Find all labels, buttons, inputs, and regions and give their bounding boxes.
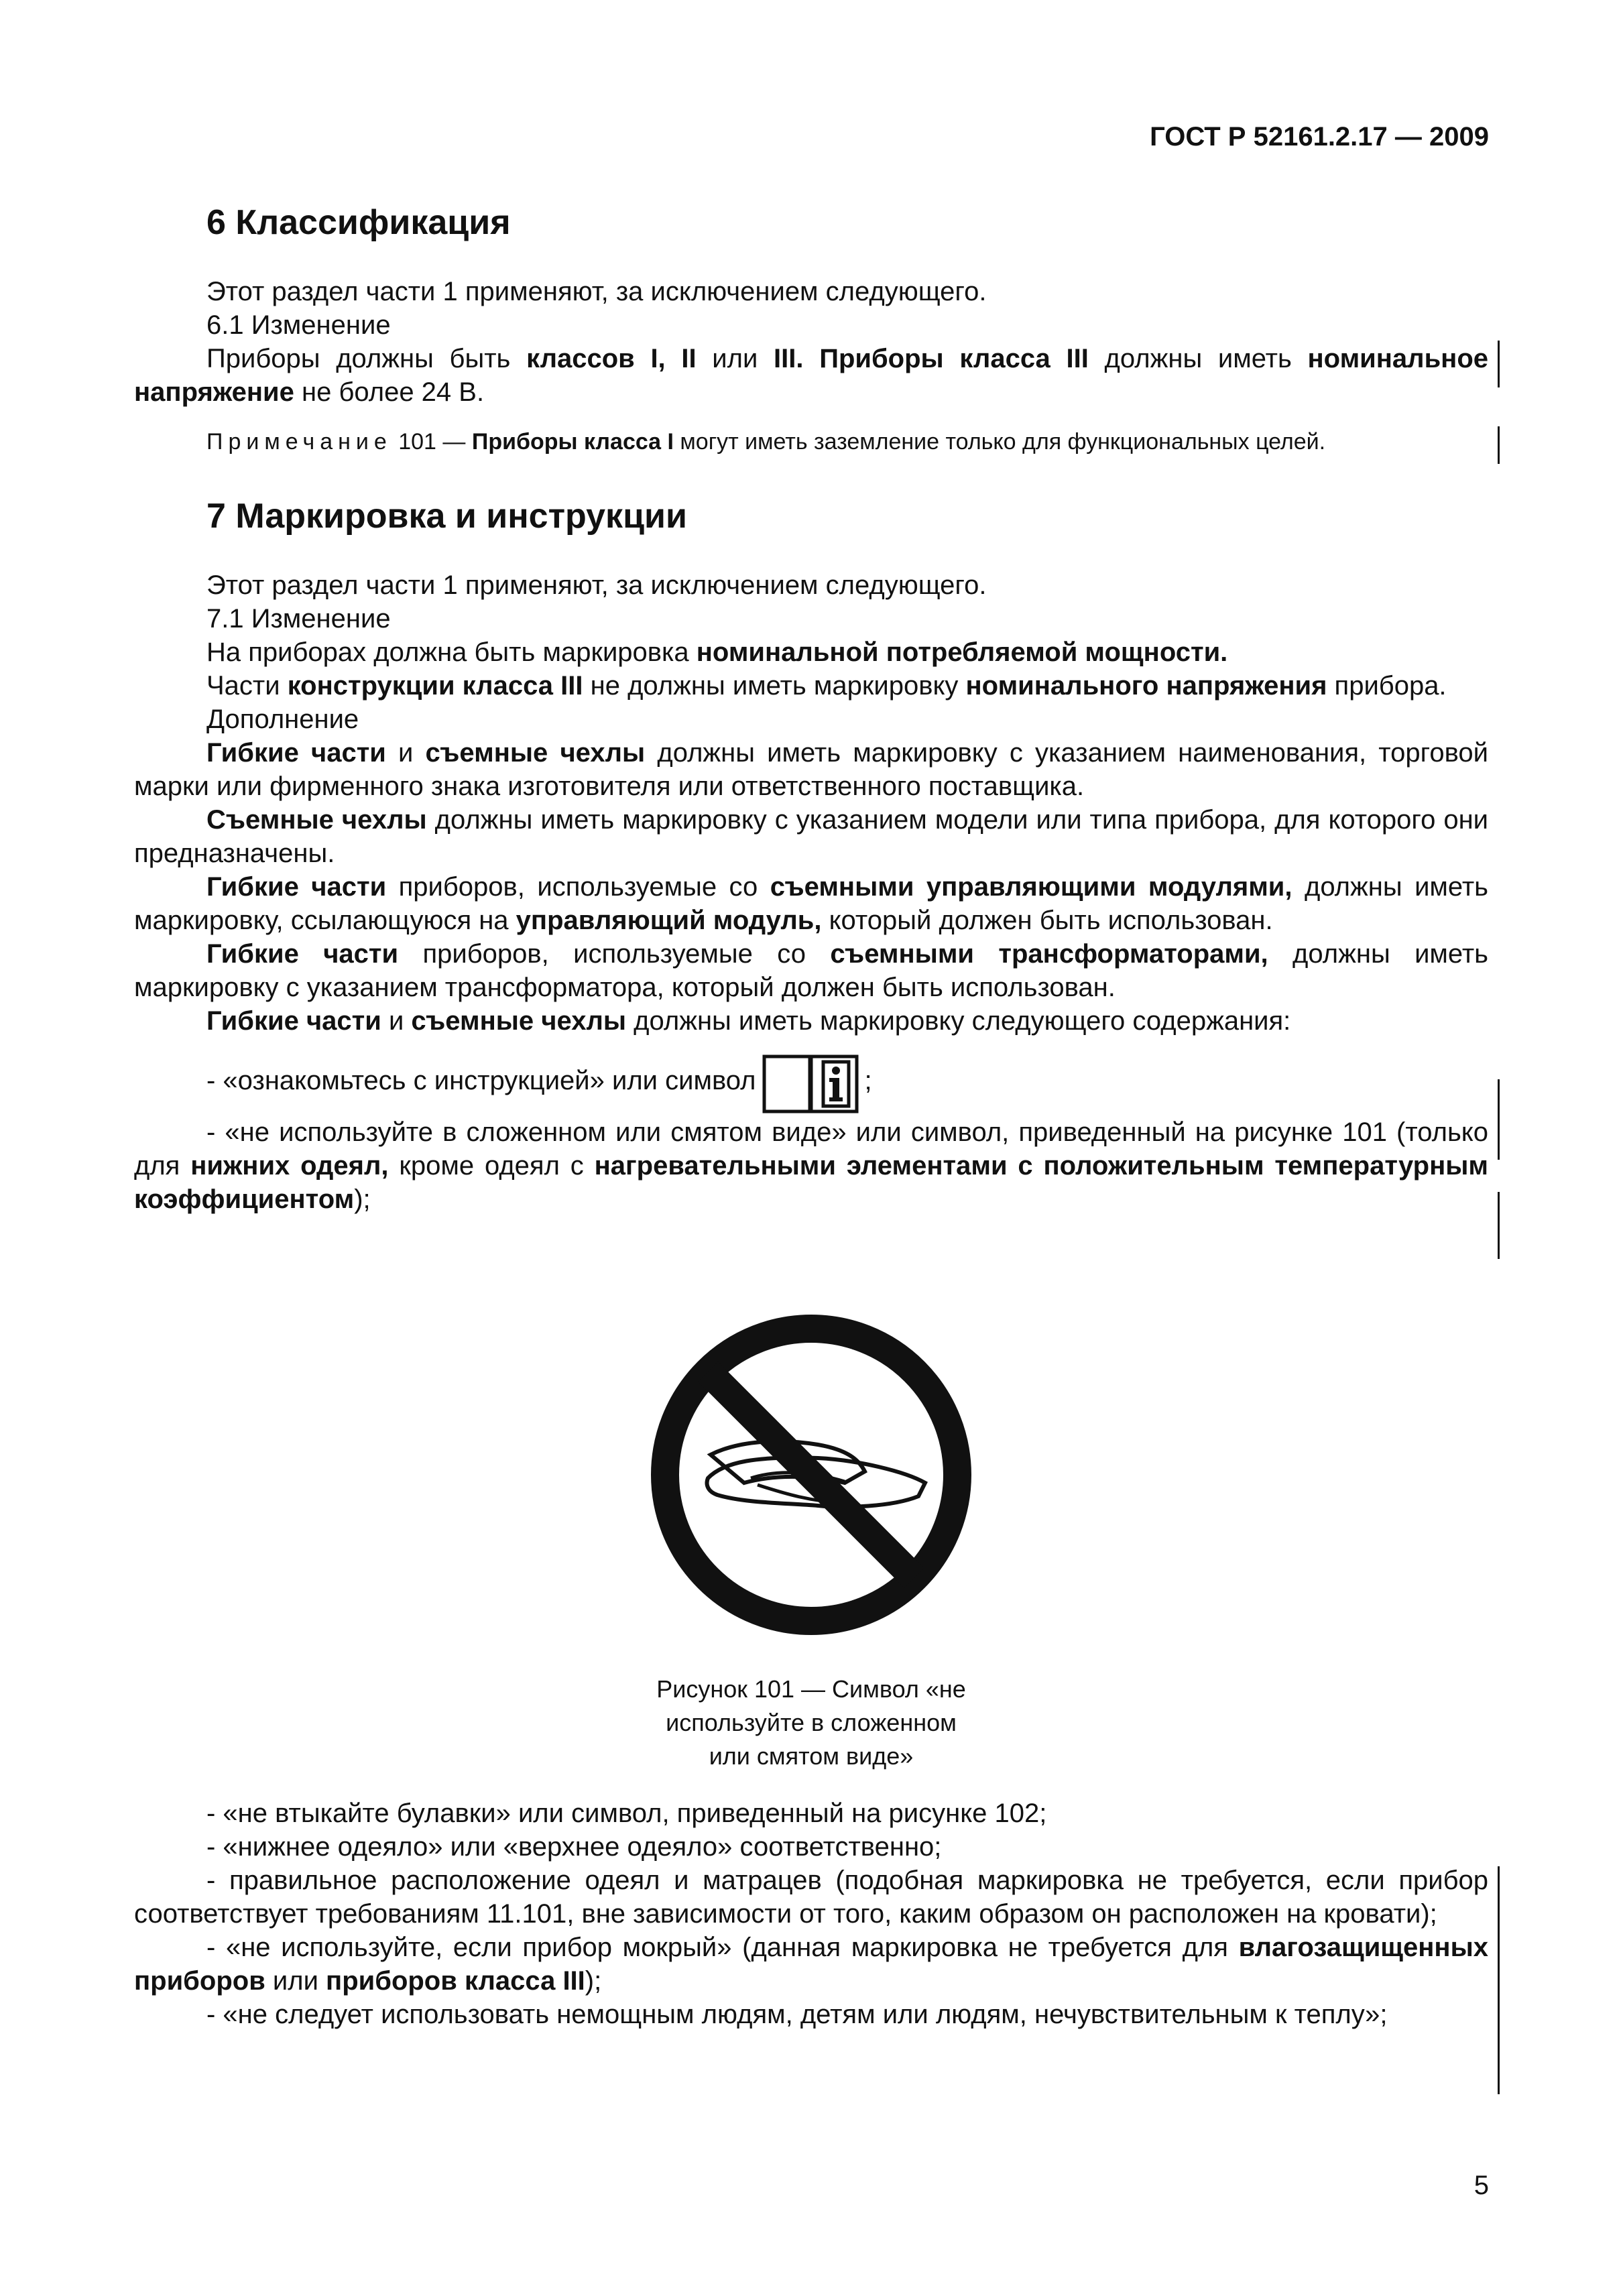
paragraph: Гибкие части приборов, используемые со съемными трансформаторами, должны иметь маркировку с указанием трансформатора, который должен быть использован. — [134, 939, 1488, 1002]
paragraph: Части конструкции класса III не должны иметь маркировку номинального напряжения прибора. — [206, 671, 1447, 701]
paragraph: Гибкие части приборов, используемые со съемными управляющими модулями, должны иметь маркировку, ссылающуюся на управляющий модуль, который должен быть использован. — [134, 872, 1488, 935]
document-header: ГОСТ Р 52161.2.17 — 2009 — [1150, 122, 1489, 152]
list-item: - «не используйте в сложенном или смятом виде» или символ, приведенный на рисунке 101 (только для нижних одеял, кроме одеял с нагревательными элементами с положительным температурным коэффициентом); — [134, 1117, 1489, 1215]
list-item: - «не следует использовать немощным людям, детям или людям, нечувствительным к теплу»; — [206, 2000, 1388, 2029]
read-instructions-icon — [760, 1048, 861, 1115]
list-item: - «не втыкайте булавки» или символ, приведенный на рисунке 102; — [206, 1799, 1047, 1828]
paragraph: Этот раздел части 1 применяют, за исключением следующего. — [206, 570, 987, 600]
list-item: - «не используйте, если прибор мокрый» (данная маркировка не требуется для влагозащищенных приборов или приборов класса III); — [134, 1933, 1488, 1996]
section-6-body — [134, 275, 1488, 459]
paragraph: Приборы должны быть классов I, II или III. Приборы класса III должны иметь номинальное напряжение не более 24 В. — [134, 344, 1489, 407]
subsection-7-1-heading: 7.1 Изменение — [206, 604, 391, 633]
figure-101-caption: Рисунок 101 — Символ «не используйте в сложенном или смятом виде» — [656, 1675, 966, 1770]
section-6-title: 6 Классификация — [206, 203, 511, 242]
do-not-fold-symbol-icon — [644, 1307, 979, 1642]
addition-heading: Дополнение — [206, 705, 359, 734]
change-bar — [1498, 1866, 1500, 2094]
section-7-body — [134, 568, 1488, 1216]
change-bar — [1498, 1079, 1500, 1160]
paragraph: На приборах должна быть маркировка номинальной потребляемой мощности. — [206, 638, 1228, 667]
section-7-title: 7 Маркировка и инструкции — [206, 497, 687, 536]
change-bar — [1498, 341, 1500, 387]
marking-list — [134, 1797, 1488, 2031]
change-bar — [1498, 426, 1500, 464]
subsection-6-1-heading: 6.1 Изменение — [206, 310, 391, 340]
paragraph: Этот раздел части 1 применяют, за исключением следующего. — [206, 277, 987, 306]
paragraph: Съемные чехлы должны иметь маркировку с указанием модели или типа прибора, для которого они предназначены. — [134, 805, 1489, 868]
list-item: - «ознакомьтесь с инструкцией» или символ ; — [134, 1047, 1488, 1115]
page-number: 5 — [1474, 2171, 1489, 2200]
note-101: Примечание 101 — Приборы класса I могут иметь заземление только для функциональных целей. — [206, 429, 1326, 455]
change-bar — [1498, 1192, 1500, 1259]
paragraph: Гибкие части и съемные чехлы должны иметь маркировку следующего содержания: — [206, 1006, 1291, 1036]
paragraph: Гибкие части и съемные чехлы должны иметь маркировку с указанием наименования, торговой марки или фирменного знака изготовителя или ответственного поставщика. — [134, 738, 1489, 801]
list-item: - «нижнее одеяло» или «верхнее одеяло» соответственно; — [206, 1832, 942, 1862]
list-item: - правильное расположение одеял и матрацев (подобная маркировка не требуется, если прибор соответствует требованиям 11.101, вне зависимости от того, каким образом он расположен на кровати); — [134, 1866, 1488, 1929]
